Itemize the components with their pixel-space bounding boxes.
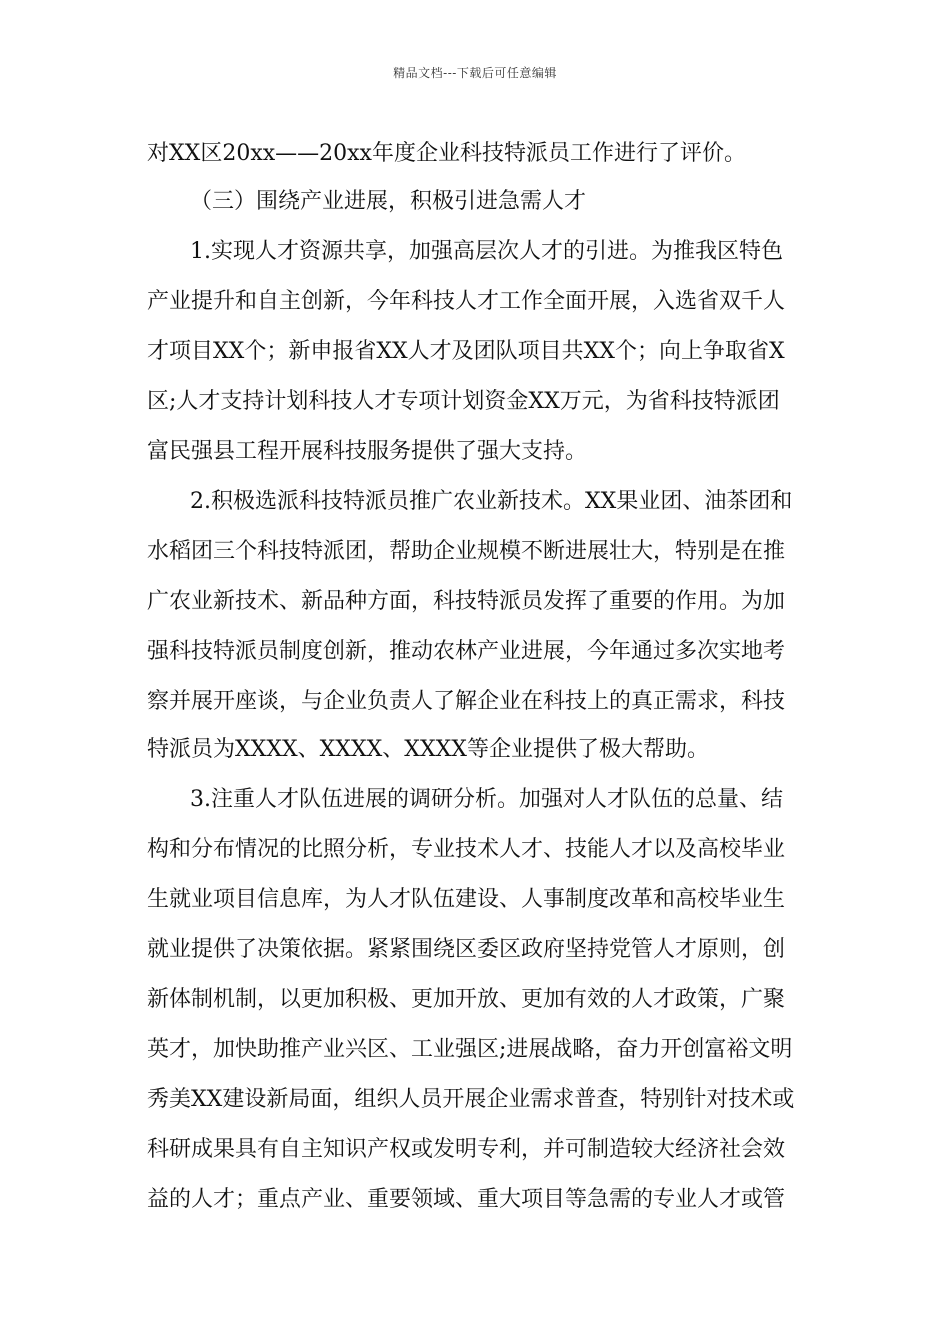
text-line: 广农业新技术、新品种方面，科技特派员发挥了重要的作用。为加	[147, 589, 786, 614]
text-line: 察并展开座谈，与企业负责人了解企业在科技上的真正需求，科技	[147, 689, 786, 714]
text-line: 对XX区20xx——20xx年度企业科技特派员工作进行了评价。	[147, 141, 746, 166]
text-line: 才项目XX个；新申报省XX人才及团队项目共XX个；向上争取省X	[147, 339, 785, 364]
text-line: 产业提升和自主创新，今年科技人才工作全面开展，入选省双千人	[147, 289, 786, 314]
text-line: 益的人才；重点产业、重要领域、重大项目等急需的专业人才或管	[147, 1187, 786, 1212]
text-line: 富民强县工程开展科技服务提供了强大支持。	[147, 439, 588, 464]
text-line: 强科技特派员制度创新，推动农林产业进展，今年通过多次实地考	[147, 639, 786, 664]
section-heading: （三）围绕产业进展，积极引进急需人才	[190, 189, 587, 214]
text-line: 1.实现人才资源共享，加强高层次人才的引进。为推我区特色	[190, 239, 783, 264]
text-line: 科研成果具有自主知识产权或发明专利，并可制造较大经济社会效	[147, 1137, 786, 1162]
text-line: 新体制机制，以更加积极、更加开放、更加有效的人才政策，广聚	[147, 987, 786, 1012]
text-line: 构和分布情况的比照分析，专业技术人才、技能人才以及高校毕业	[147, 837, 786, 862]
text-line: 区;人才支持计划科技人才专项计划资金XX万元，为省科技特派团	[147, 389, 780, 414]
text-line: 英才，加快助推产业兴区、工业强区;进展战略，奋力开创富裕文明	[147, 1037, 793, 1062]
text-line: 生就业项目信息库，为人才队伍建设、人事制度改革和高校毕业生	[147, 887, 786, 912]
text-line: 就业提供了决策依据。紧紧围绕区委区政府坚持党管人才原则，创	[147, 937, 786, 962]
text-line: 2.积极选派科技特派员推广农业新技术。XX果业团、油茶团和	[190, 489, 793, 514]
text-line: 3.注重人才队伍进展的调研分析。加强对人才队伍的总量、结	[190, 787, 783, 812]
text-line: 秀美XX建设新局面，组织人员开展企业需求普查，特别针对技术或	[147, 1087, 795, 1112]
text-line: 特派员为XXXX、XXXX、XXXX等企业提供了极大帮助。	[147, 737, 709, 762]
page-header: 精品文档---下载后可任意编辑	[393, 66, 557, 80]
text-line: 水稻团三个科技特派团，帮助企业规模不断进展壮大，特别是在推	[147, 539, 786, 564]
